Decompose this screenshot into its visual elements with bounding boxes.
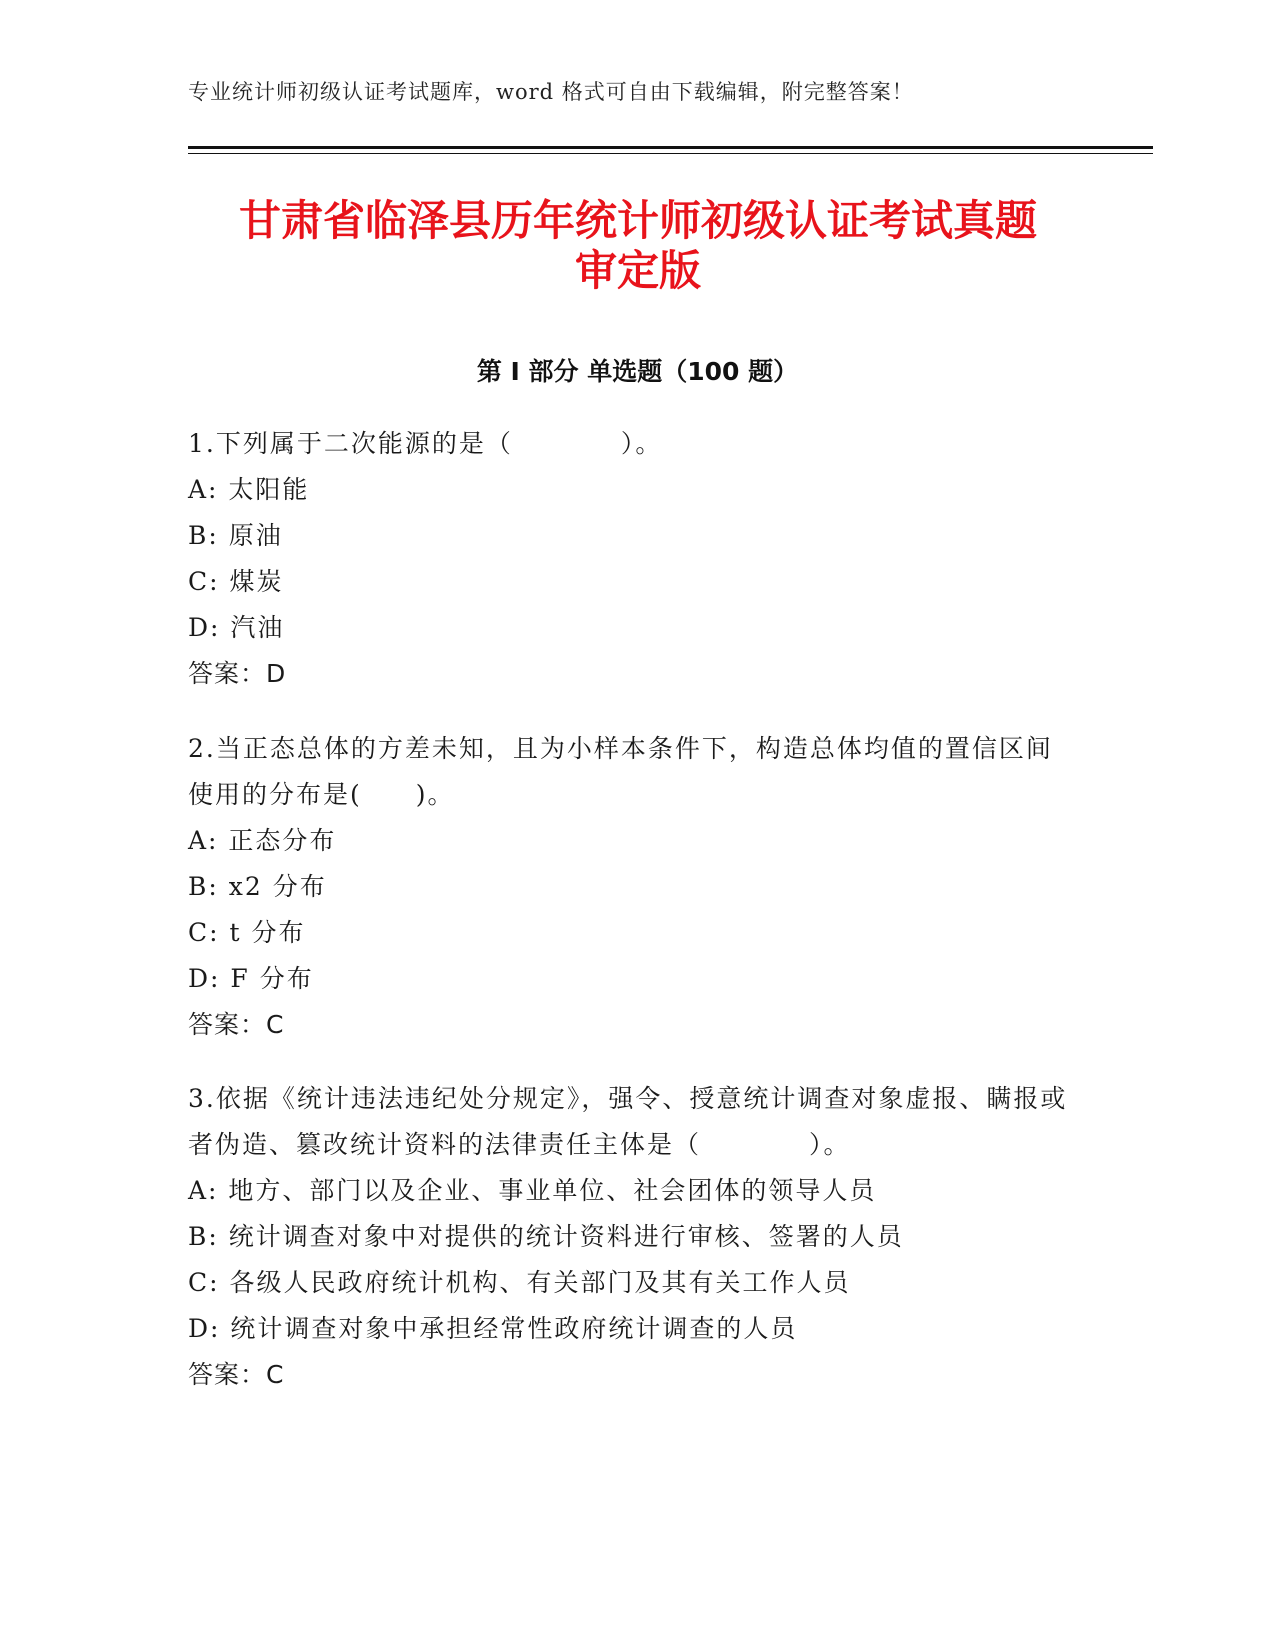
answer: 答案：D: [188, 659, 287, 688]
question-3: [188, 1076, 1068, 1398]
question-stem: 2.当正态总体的方差未知，且为小样本条件下，构造总体均值的置信区间使用的分布是( )。: [188, 734, 1053, 809]
question-stem: 1.下列属于二次能源的是（ ）。: [188, 429, 663, 458]
option-a: A: 太阳能: [188, 475, 310, 504]
header-rule-thin: [188, 153, 1153, 154]
option-d: D: 汽油: [188, 613, 285, 642]
option-a: A: 正态分布: [188, 826, 337, 855]
option-c: C: 煤炭: [188, 567, 284, 596]
question-stem: 3.依据《统计违法违纪处分规定》，强令、授意统计调查对象虚报、瞒报或者伪造、篡改统计资料的法律责任主体是（ ）。: [188, 1084, 1068, 1159]
section-heading: 第 I 部分 单选题（100 题）: [476, 357, 799, 386]
document-title: [188, 196, 1088, 296]
option-d: D: F 分布: [188, 964, 314, 993]
option-a: A: 地方、部门以及企业、事业单位、社会团体的领导人员: [188, 1176, 877, 1205]
document-title-line-2: 审定版: [574, 246, 701, 295]
option-b: B: 原油: [188, 521, 283, 550]
option-b: B: x2 分布: [188, 872, 327, 901]
document-title-line-1: 甘肃省临泽县历年统计师初级认证考试真题: [238, 196, 1037, 245]
question-2: [188, 726, 1068, 1048]
option-c: C: t 分布: [188, 918, 306, 947]
question-1: [188, 421, 1068, 697]
option-d: D: 统计调查对象中承担经常性政府统计调查的人员: [188, 1314, 798, 1343]
option-b: B: 统计调查对象中对提供的统计资料进行审核、签署的人员: [188, 1222, 904, 1251]
header-note: 专业统计师初级认证考试题库，word 格式可自由下载编辑，附完整答案！: [188, 80, 914, 104]
header-rule-thick: [188, 146, 1153, 149]
answer: 答案：C: [188, 1360, 285, 1389]
answer: 答案：C: [188, 1010, 285, 1039]
option-c: C: 各级人民政府统计机构、有关部门及其有关工作人员: [188, 1268, 851, 1297]
